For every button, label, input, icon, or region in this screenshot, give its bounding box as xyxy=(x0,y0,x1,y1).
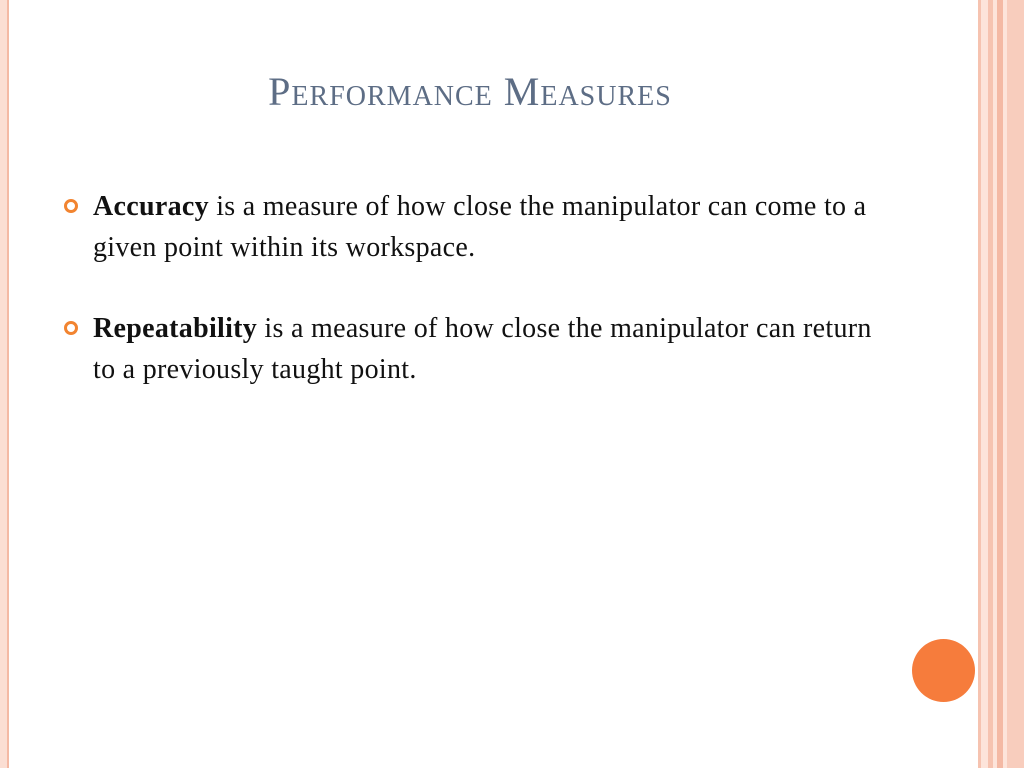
slide-title: Performance Measures xyxy=(268,69,672,114)
bullet-accuracy xyxy=(64,186,894,268)
bullet-term: Repeatability xyxy=(93,313,258,344)
ring-bullet-icon xyxy=(64,199,78,213)
bullet-repeatability xyxy=(64,308,894,390)
ring-bullet-icon xyxy=(64,321,78,335)
bullet-list xyxy=(64,186,894,430)
orange-circle-decoration xyxy=(912,639,975,702)
right-stripes-decoration xyxy=(978,0,1024,768)
bullet-text: is a measure of how close the manipulator can come to a given point within its workspace. xyxy=(93,191,867,263)
bullet-term: Accuracy xyxy=(93,191,209,222)
bullet-text: is a measure of how close the manipulator can return to a previously taught point. xyxy=(93,313,872,385)
